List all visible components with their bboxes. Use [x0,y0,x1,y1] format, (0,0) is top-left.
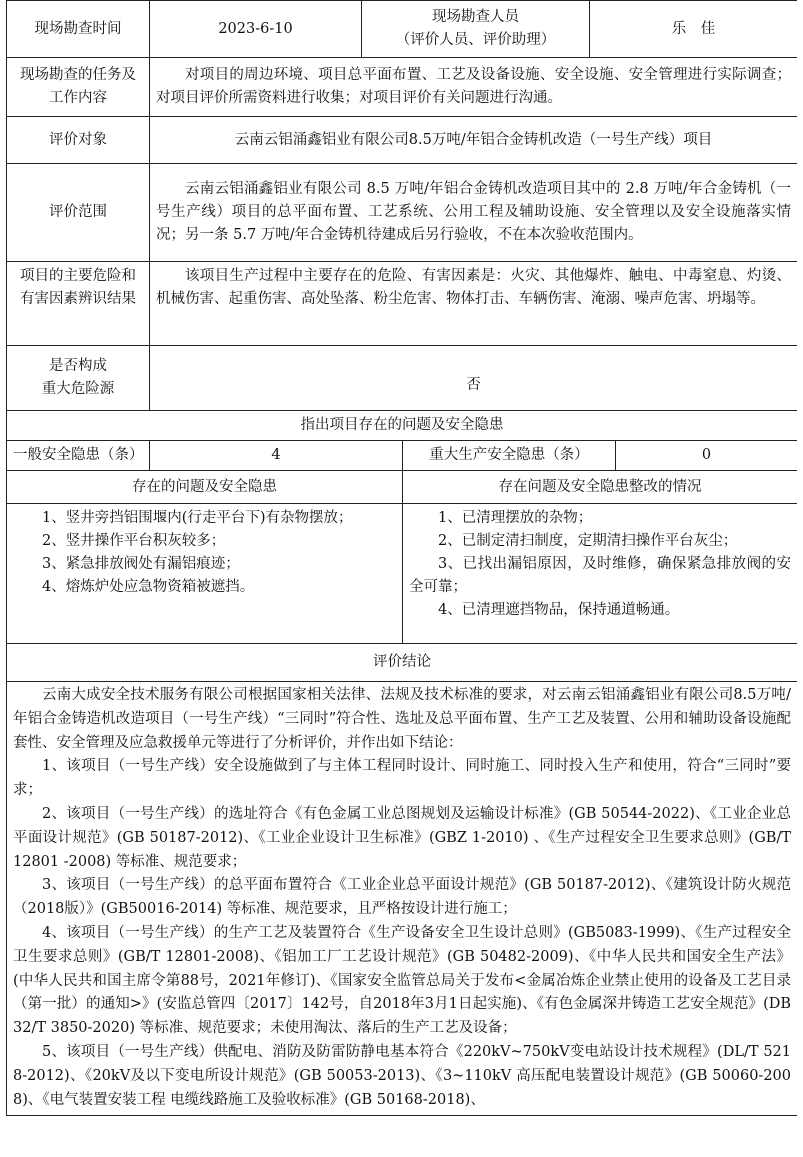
problems-column-header: 存在的问题及安全隐患 [7,471,403,504]
survey-row [7,1,798,58]
hazards-label: 项目的主要危险和有害因素辨识结果 [7,262,150,346]
survey-time-label: 现场勘查时间 [7,1,150,58]
general-hazard-count-value: 4 [150,441,403,471]
columns-header-row [7,471,798,504]
rectification-column-header: 存在问题及安全隐患整改的情况 [403,471,797,504]
counts-row [7,441,798,471]
problem-item: 1、竖井旁挡铝围堰内(行走平台下)有杂物摆放； [42,510,353,526]
survey-staff-value: 乐 佳 [590,1,797,58]
conclusion-paragraph: 2、该项目（一号生产线）的选址符合《有色金属工业总图规划及运输设计标准》(GB 50544-2022)、《工业企业总平面设计规范》(GB 50187-2012)、《工业企业设计卫生标准》(GBZ 1-2010) 、《生产过程安全卫生要求总则》(GB/T 12801 -2008) 等标准、规范要求； [13,805,792,870]
major-hazard-label [7,346,150,411]
major-hazard-label-line2: 重大危险源 [41,381,115,397]
problem-item: 4、熔炼炉处应急物资箱被遮挡。 [42,579,255,595]
major-hazard-label-line1: 是否构成 [49,358,107,374]
general-hazard-count-label: 一般安全隐患（条） [7,441,150,471]
conclusion-header-row [7,644,798,682]
conclusion-paragraph: 5、该项目（一号生产线）供配电、消防及防雷防静电基本符合《220kV~750kV变电站设计技术规程》(DL/T 5218-2012)、《20kV及以下变电所设计规范》(GB 50053-2013)、《3~110kV 高压配电装置设计规范》(GB 50060-2008)、《电气装置安装工程 电缆线路施工及验收标准》(GB 50168-2018)、 [13,1043,792,1108]
issues-header: 指出项目存在的问题及安全隐患 [7,411,798,441]
issues-header-row [7,411,798,441]
conclusion-header: 评价结论 [7,644,798,682]
hazards-row [7,262,798,346]
problem-item: 3、紧急排放阀处有漏铝痕迹； [42,556,240,572]
major-hazard-count-value: 0 [616,441,797,471]
problems-list [7,504,403,644]
conclusion-body [7,682,798,1116]
rectification-item: 1、已清理摆放的杂物； [438,510,593,526]
scope-row [7,164,798,262]
conclusion-paragraph: 1、该项目（一号生产线）安全设施做到了与主体工程同时设计、同时施工、同时投入生产和使用，符合“三同时”要求； [13,758,792,799]
scope-content: 云南云铝涌鑫铝业有限公司 8.5 万吨/年铝合金铸机改造项目其中的 2.8 万吨/年合金铸机（一号生产线）项目的总平面布置、工艺系统、公用工程及辅助设施、安全管理以及安全设施落实情况；另一条 5.7 万吨/年合金铸机待建成后另行验收，不在本次验收范围内。 [150,164,798,262]
major-hazard-count-label: 重大生产安全隐患（条） [403,441,616,471]
major-hazard-value: 否 [150,346,798,411]
rectification-item: 4、已清理遮挡物品，保持通道畅通。 [438,602,680,618]
object-content: 云南云铝涌鑫铝业有限公司8.5万吨/年铝合金铸机改造（一号生产线）项目 [150,117,798,164]
survey-staff-label-line2: （评价人员、评价助理） [395,32,556,48]
problem-item: 2、竖井操作平台积灰较多； [42,533,226,549]
survey-staff-label-line1: 现场勘查人员 [432,9,520,25]
major-hazard-row [7,346,798,411]
scope-label: 评价范围 [7,164,150,262]
evaluation-table [6,0,797,1116]
survey-staff-label [362,1,590,58]
task-label: 现场勘查的任务及工作内容 [7,58,150,117]
task-row [7,58,798,117]
conclusion-paragraph: 3、该项目（一号生产线）的总平面布置符合《工业企业总平面设计规范》(GB 50187-2012)、《建筑设计防火规范（2018版）》(GB50016-2014) 等标准、规范要求，且严格按设计进行施工； [13,877,792,918]
evaluation-form-page [6,0,797,1157]
survey-time-value: 2023-6-10 [150,1,362,58]
rectifications-list [403,504,797,644]
conclusion-paragraph: 云南大成安全技术服务有限公司根据国家相关法律、法规及技术标准的要求，对云南云铝涌鑫铝业有限公司8.5万吨/年铝合金铸造机改造项目（一号生产线）“三同时”符合性、选址及总平面布置、生产工艺及装置、公用和辅助设备设施配套性、安全管理及应急救援单元等进行了分析评价，并作出如下结论： [13,687,792,751]
task-content: 对项目的周边环境、项目总平面布置、工艺及设备设施、安全设施、安全管理进行实际调查；对项目评价所需资料进行收集；对项目评价有关问题进行沟通。 [150,58,798,117]
rectification-item: 2、已制定清扫制度，定期清扫操作平台灰尘； [438,533,738,549]
object-label: 评价对象 [7,117,150,164]
object-row [7,117,798,164]
rectification-item: 3、已找出漏铝原因，及时维修，确保紧急排放阀的安全可靠； [409,556,792,595]
conclusion-paragraph: 4、该项目（一号生产线）的生产工艺及装置符合《生产设备安全卫生设计总则》(GB5083-1999)、《生产过程安全卫生要求总则》(GB/T 12801-2008)、《铝加工厂工艺设计规范》(GB 50482-2009)、《中华人民共和国安全生产法》(中华人民共和国主席令第88号，2021年修订)、《国家安全监管总局关于发布<金属冶炼企业禁止使用的设备及工艺目录（第一批）的通知>》(安监总管四〔2017〕142号，自2018年3月1日起实施)、《有色金属深井铸造工艺安全规范》(DB32/T 3850-2020) 等标准、规范要求；未使用淘汰、落后的生产工艺及设备； [13,924,792,1037]
hazards-content: 该项目生产过程中主要存在的危险、有害因素是：火灾、其他爆炸、触电、中毒窒息、灼烫、机械伤害、起重伤害、高处坠落、粉尘危害、物体打击、车辆伤害、淹溺、噪声危害、坍塌等。 [150,262,798,346]
problems-row [7,504,798,644]
conclusion-row [7,682,798,1116]
